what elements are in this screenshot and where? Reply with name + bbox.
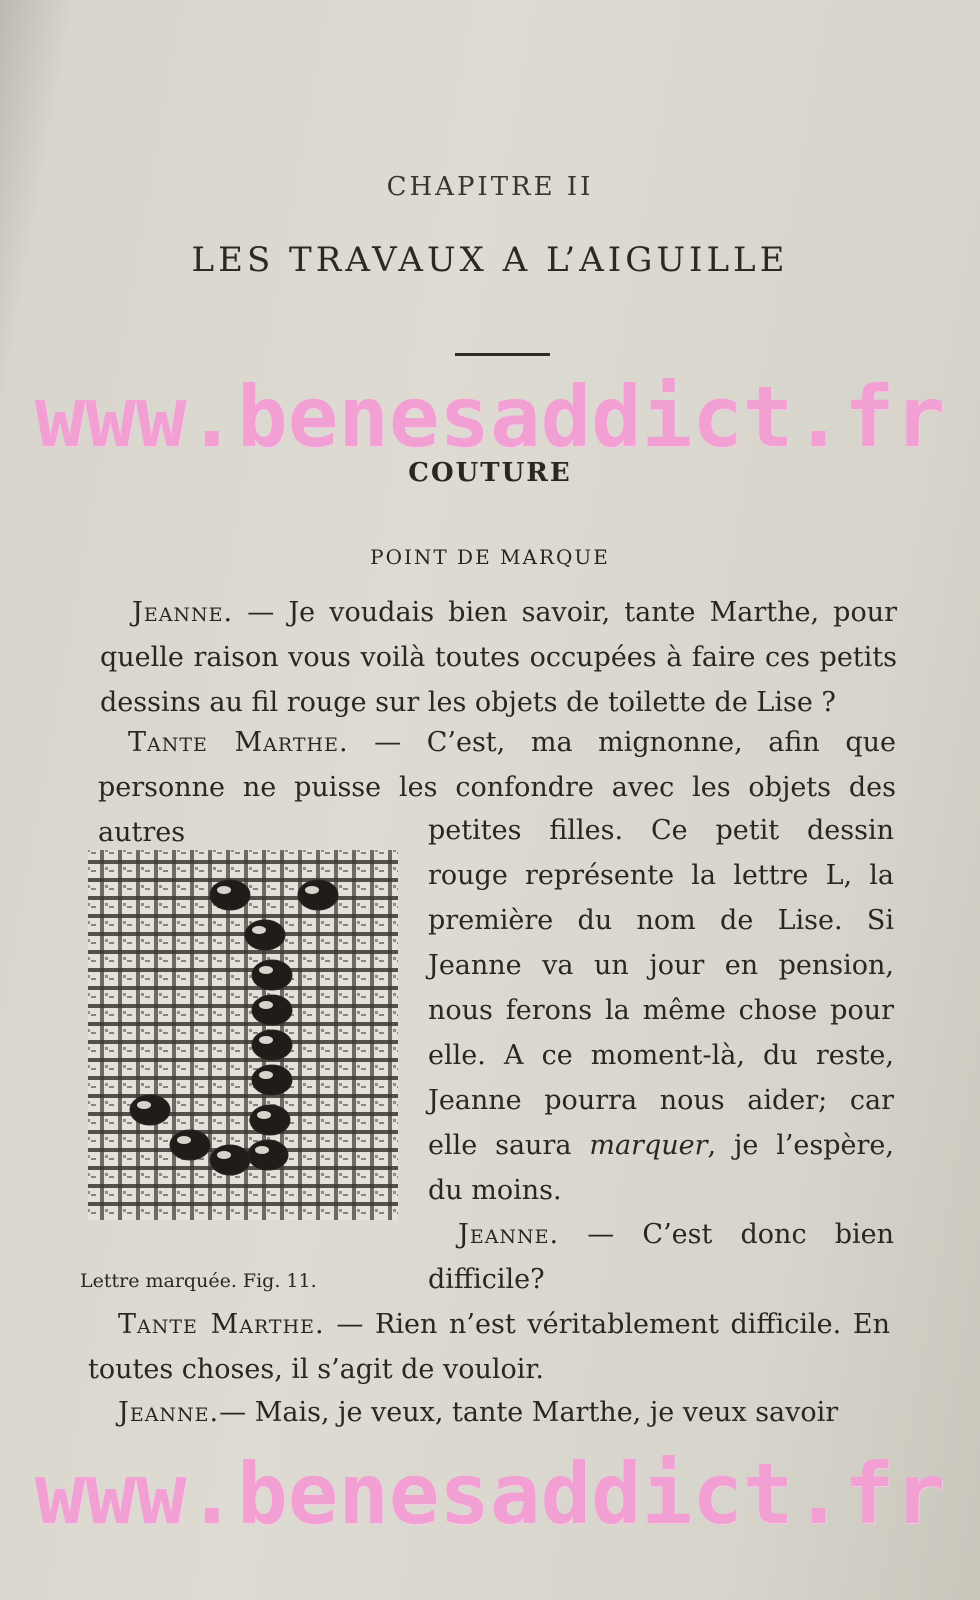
speaker-tante-marthe: Tante Marthe. xyxy=(128,727,349,758)
speaker-jeanne: Jeanne. xyxy=(132,597,234,628)
paragraph-jeanne-3 xyxy=(88,1390,890,1435)
stitch-9 xyxy=(248,1140,288,1170)
watermark-bottom: www.benesaddict.fr xyxy=(34,1445,946,1543)
subsection-heading: POINT DE MARQUE xyxy=(370,545,610,569)
stitch-highlight-4 xyxy=(259,966,273,974)
stitch-highlight-12 xyxy=(217,1151,231,1159)
stitch-highlight-10 xyxy=(137,1101,151,1109)
stitch-8 xyxy=(250,1105,290,1135)
watermark-top: www.benesaddict.fr xyxy=(34,368,946,466)
paragraph-text: — C’est donc bien difficile? xyxy=(428,1219,894,1295)
marked-letter-figure xyxy=(80,840,410,1225)
paragraph-text: — Rien n’est véritablement difficile. En toutes choses, il s’agit de vouloir. xyxy=(88,1309,890,1385)
stitch-5 xyxy=(252,995,292,1025)
stitch-highlight-6 xyxy=(259,1036,273,1044)
stitch-highlight-7 xyxy=(259,1071,273,1079)
stitch-4 xyxy=(252,960,292,990)
paragraph-text: — Mais, je veux, tante Marthe, je veux savoir xyxy=(219,1397,839,1428)
paragraph-text: petites filles. Ce petit dessin rouge représente la lettre L, la première du nom de Lise. Si Jeanne va un jour en pension, nous ferons la même chose pour elle. A ce moment-là, du reste, Jeanne pourra nous aider; car elle saura xyxy=(428,815,894,1161)
chapter-title: LES TRAVAUX A L’AIGUILLE xyxy=(191,240,789,280)
chapter-heading: CHAPITRE II xyxy=(386,172,594,202)
stitch-highlight-11 xyxy=(177,1136,191,1144)
stitch-highlight-1 xyxy=(217,886,231,894)
stitch-1 xyxy=(210,880,250,910)
paragraph-jeanne-2 xyxy=(428,1212,894,1302)
paragraph-text: — Je voudais bien savoir, tante Marthe, pour quelle raison vous voilà toutes occupées à faire ces petits dessins au fil rouge sur les objets de toilette de Lise ? xyxy=(100,597,897,718)
stitch-highlight-3 xyxy=(252,926,266,934)
emphasis-marquer: marquer xyxy=(589,1130,708,1161)
stitch-highlight-9 xyxy=(255,1146,269,1154)
paragraph-text: — C’est, ma mignonne, afin que personne ne puisse les confondre avec les objets des autres xyxy=(98,727,896,848)
paragraph-text: , je l’espère, du moins. xyxy=(428,1130,894,1206)
speaker-jeanne: Jeanne. xyxy=(458,1219,560,1250)
figure-caption: Lettre marquée. Fig. 11. xyxy=(80,1270,317,1292)
stitch-3 xyxy=(245,920,285,950)
stitch-6 xyxy=(252,1030,292,1060)
stitch-7 xyxy=(252,1065,292,1095)
stitch-highlight-5 xyxy=(259,1001,273,1009)
speaker-tante-marthe: Tante Marthe. xyxy=(118,1309,325,1340)
stitch-2 xyxy=(298,880,338,910)
section-heading: COUTURE xyxy=(408,458,572,488)
stitch-highlight-8 xyxy=(257,1111,271,1119)
paragraph-tante-2 xyxy=(88,1302,890,1392)
stitch-11 xyxy=(170,1130,210,1160)
stitch-highlight-2 xyxy=(305,886,319,894)
title-rule xyxy=(455,353,550,356)
speaker-jeanne: Jeanne. xyxy=(118,1397,220,1428)
paragraph-jeanne-1 xyxy=(100,590,897,725)
paragraph-tante-1-cont xyxy=(428,808,894,1213)
stitch-12 xyxy=(210,1145,250,1175)
stitch-10 xyxy=(130,1095,170,1125)
